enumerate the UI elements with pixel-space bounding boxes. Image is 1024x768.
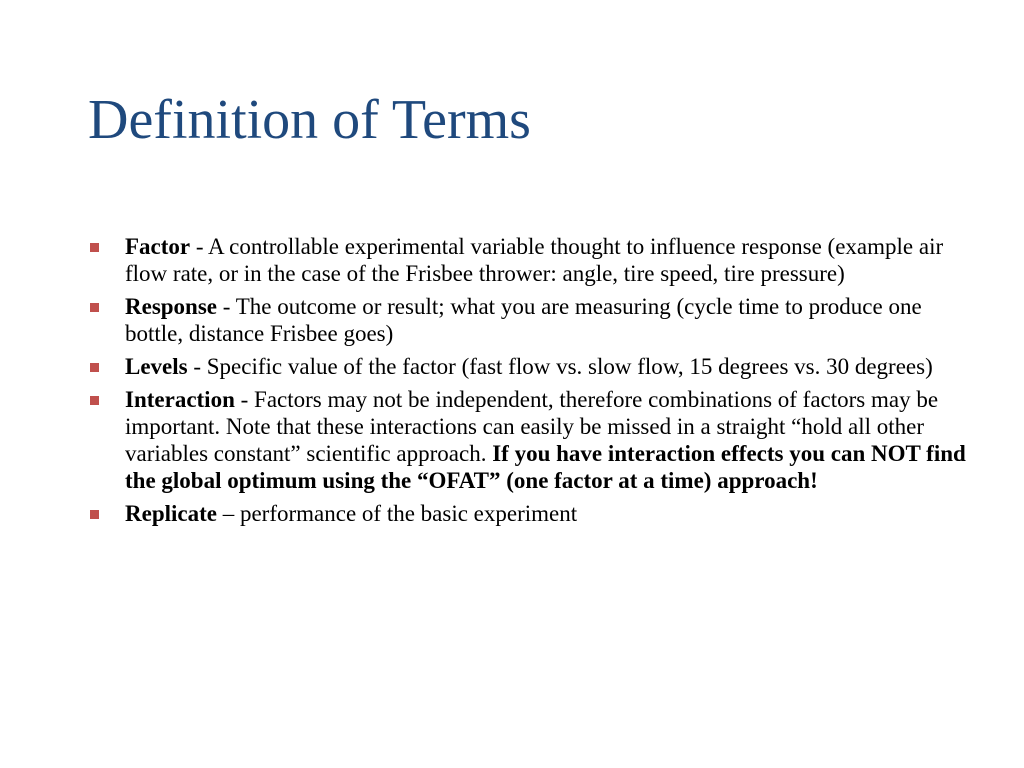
term-label: Factor	[125, 234, 191, 259]
square-bullet-icon	[90, 303, 99, 312]
term-definition: - Specific value of the factor (fast flow vs. slow flow, 15 degrees vs. 30 degrees)	[187, 354, 933, 379]
list-item-interaction	[88, 386, 968, 494]
emphasis-note: If you have interaction effects you can NOT find the global optimum using the “OFAT” (one factor at a time) approach!	[125, 441, 966, 493]
term-label: Interaction	[125, 387, 235, 412]
term-definition: - Factors may not be independent, therefore combinations of factors may be important. Note that these interactions can easily be missed in a straight “hold all other variables constant” scientific approach.	[125, 387, 939, 466]
term-label: Replicate	[125, 501, 217, 526]
term-label: Levels	[125, 354, 188, 379]
slide-title: Definition of Terms	[88, 89, 531, 151]
square-bullet-icon	[90, 243, 99, 252]
square-bullet-icon	[90, 363, 99, 372]
term-definition: - A controllable experimental variable thought to influence response (example air flow rate, or in the case of the Frisbee thrower: angle, tire speed, tire pressure)	[125, 234, 944, 286]
square-bullet-icon	[90, 396, 99, 405]
list-item-replicate	[88, 500, 968, 527]
square-bullet-icon	[90, 510, 99, 519]
definition-list	[88, 233, 968, 533]
list-item-levels	[88, 353, 968, 380]
term-definition: – performance of the basic experiment	[216, 501, 578, 526]
term-label: Response	[125, 294, 218, 319]
term-definition: - The outcome or result; what you are measuring (cycle time to produce one bottle, distance Frisbee goes)	[125, 294, 922, 346]
list-item-factor	[88, 233, 968, 287]
list-item-response	[88, 293, 968, 347]
